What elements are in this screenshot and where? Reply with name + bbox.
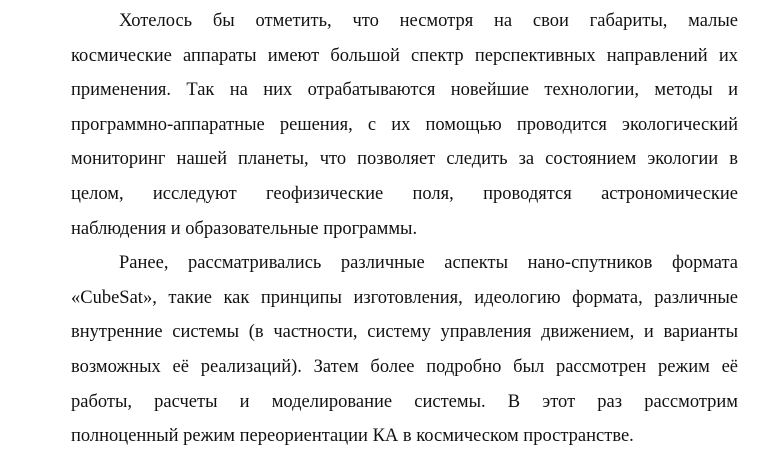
paragraph-line: целом, исследуют геофизические поля, проводятся астрономические: [71, 183, 738, 204]
paragraph-line: «CubeSat», такие как принципы изготовления, идеологию формата, различные: [71, 287, 738, 308]
paragraph-line: программно-аппаратные решения, с их помощью проводится экологический: [71, 114, 738, 135]
paragraph-line: мониторинг нашей планеты, что позволяет следить за состоянием экологии в: [71, 149, 738, 170]
paragraph-line: полноценный режим переориентации КА в космическом пространстве.: [71, 426, 634, 447]
document-body: [71, 4, 738, 454]
paragraph-line: наблюдения и образовательные программы.: [71, 218, 418, 239]
paragraph-2: [71, 246, 738, 454]
paragraph-line: работы, расчеты и моделирование системы. В этот раз рассмотрим: [71, 391, 738, 412]
paragraph-1: [71, 4, 738, 246]
paragraph-line: Хотелось бы отметить, что несмотря на свои габариты, малые: [119, 11, 738, 31]
paragraph-line: космические аппараты имеют большой спектр перспективных направлений их: [71, 45, 738, 66]
paragraph-line: возможных её реализаций). Затем более подробно был рассмотрен режим её: [71, 356, 738, 377]
paragraph-line: Ранее, рассматривались различные аспекты нано-спутников формата: [119, 253, 738, 274]
paragraph-line: применения. Так на них отрабатываются новейшие технологии, методы и: [71, 80, 738, 101]
paragraph-line: внутренние системы (в частности, систему управления движением, и варианты: [71, 322, 738, 343]
